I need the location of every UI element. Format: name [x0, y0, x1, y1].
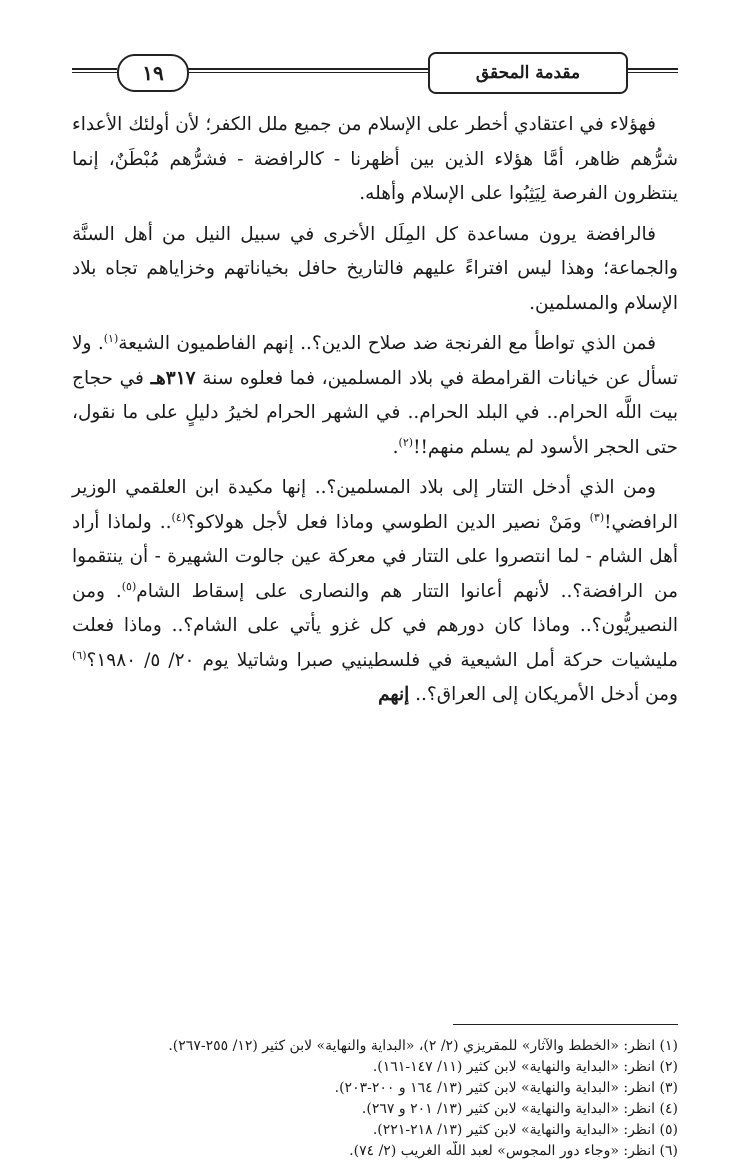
header-rule-left: [72, 68, 117, 73]
footnote-marker[interactable]: (٣): [589, 510, 605, 524]
paragraph-text: فهؤلاء في اعتقادي أخطر على الإسلام من جميع ملل الكفر؛ لأن أولئك الأعداء شرُّهم ظاهر، أمَّا هؤلاء الذين بين أظهرنا - كالرافضة - فشرُّهم مُبْطَنٌ، إنما ينتظرون الفرصة لِيَثِبُوا على الإسلام وأهله.: [72, 114, 678, 204]
paragraph-text: ومن أدخل الأمريكان إلى العراق؟..: [409, 684, 678, 705]
footnote-separator: [453, 1024, 678, 1025]
paragraph-text: .: [392, 436, 399, 458]
paragraph-text: . ولا تسأل عن خيانات القرامطة في بلاد المسلمين، فما فعلوه سنة: [72, 333, 678, 389]
footnotes: [72, 1036, 678, 1162]
footnote-marker[interactable]: (٥): [121, 579, 137, 593]
footnote: (٤) انظر: «البداية والنهاية» لابن كثير (١٣/ ٢٠١ و ٢٦٧).: [361, 1101, 678, 1117]
paragraph: [72, 218, 678, 322]
paragraph-text: فالرافضة يرون مساعدة كل المِلَل الأخرى في سبيل النيل من أهل السنَّة والجماعة؛ وهذا ليس افتراءً عليهم فالتاريخ حافل بخياناتهم وخزاياهم تجاه بلاد الإسلام والمسلمين.: [72, 223, 678, 314]
paragraph-text: ومن الذي أدخل التتار إلى بلاد المسلمين؟.. إنها مكيدة ابن العلقمي الوزير الرافضي!: [72, 477, 678, 533]
page-header: [0, 0, 751, 100]
main-text: [72, 108, 678, 719]
footnote: (٣) انظر: «البداية والنهاية» لابن كثير (١٣/ ١٦٤ و ٢٠٠-٢٠٣).: [334, 1080, 678, 1096]
paragraph: [72, 327, 678, 465]
page-number: ١٩: [117, 54, 189, 92]
footnote-marker[interactable]: (٦): [72, 648, 87, 662]
footnote: (٥) انظر: «البداية والنهاية» لابن كثير (١٣/ ٢١٨-٢٢١).: [372, 1122, 678, 1138]
header-rule-right: [626, 68, 678, 73]
paragraph: [72, 108, 678, 212]
header-rule-middle: [187, 68, 428, 73]
paragraph-text: ومَنْ نصير الدين الطوسي وماذا فعل لأجل هولاكو؟: [185, 511, 590, 533]
footnote-marker[interactable]: (٢): [398, 435, 414, 449]
footnote: (٢) انظر: «البداية والنهاية» لابن كثير (١١/ ١٤٧-١٦١).: [372, 1059, 678, 1075]
paragraph-text: فمن الذي تواطأ مع الفرنجة ضد صلاح الدين؟.. إنهم الفاطميون الشيعة: [118, 333, 656, 354]
footnote-marker[interactable]: (٤): [171, 510, 186, 524]
bold-text: إنهم: [378, 684, 410, 705]
paragraph-text: .. ولماذا أراد أهل الشام - لما انتصروا على التتار في معركة عين جالوت الشهيرة - أن ينتقموا من الرافضة؟.. لأنهم أعانوا التتار هم والنصارى على إسقاط الشام: [72, 511, 679, 602]
paragraph-text: . ومن النصيريُّون؟.. وماذا كان دورهم في كل غزو يأتي على الشام؟.. وماذا فعلت مليشيات حركة أمل الشيعية في فلسطينيي صبرا وشاتيلا يوم ٢٠/ ٥/ ١٩٨٠؟: [72, 580, 678, 671]
footnote: (٦) انظر: «وجاء دور المجوس» لعبد اللَّه الغريب (٢/ ٧٤).: [349, 1143, 678, 1159]
footnote: (١) انظر: «الخطط والآثار» للمقريزي (٢/ ٢)، «البداية والنهاية» لابن كثير (١٢/ ٢٥٥-٢٦٧).: [168, 1038, 678, 1054]
bold-text: ٣١٧هـ: [150, 367, 196, 389]
footnote-marker[interactable]: (١): [103, 331, 119, 345]
running-title: مقدمة المحقق: [428, 52, 628, 94]
paragraph-text: في حجاج بيت اللَّه الحرام.. في البلد الحرام.. في الشهر الحرام لخيرُ دليلٍ على ما نقول، حتى الحجر الأسود لم يسلم منهم!!: [72, 367, 678, 458]
paragraph: [72, 471, 678, 713]
